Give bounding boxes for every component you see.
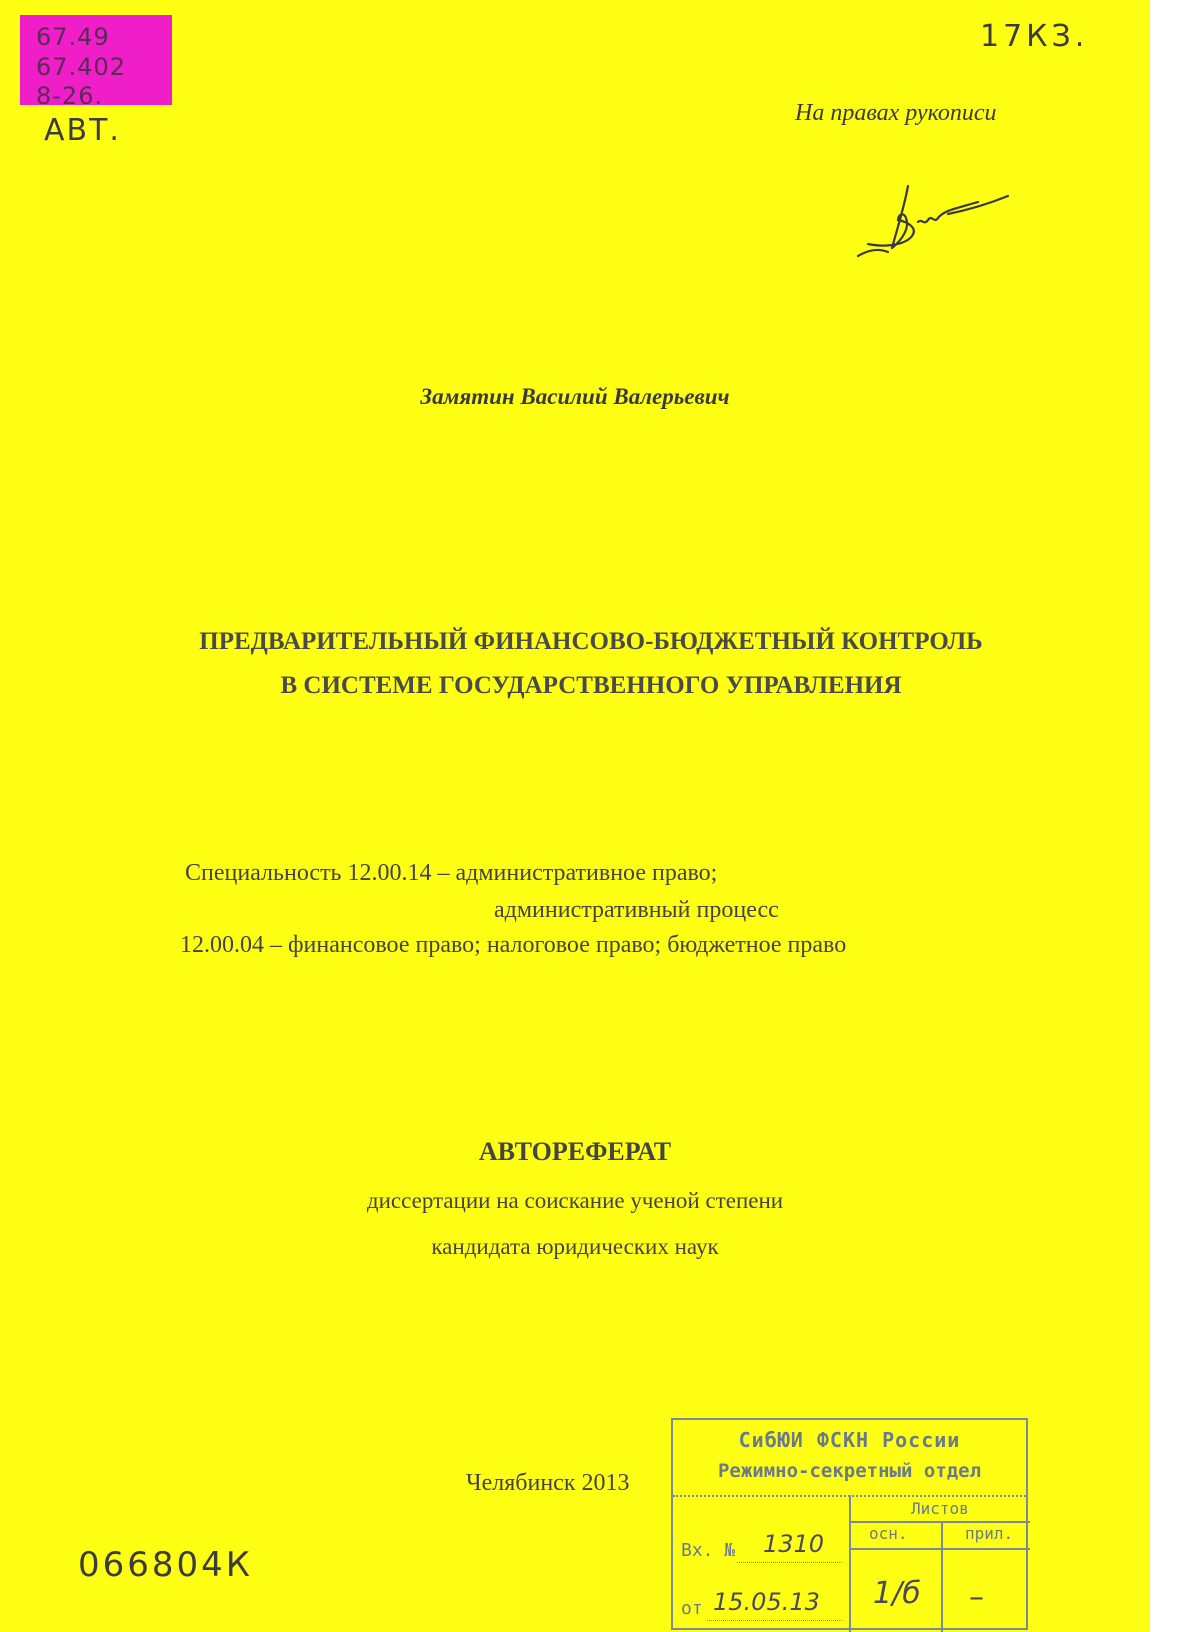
stamp-main-label: осн.	[869, 1524, 908, 1543]
sticker-line-2: 67.402	[36, 53, 126, 81]
stamp-sheets-appendix-value: –	[969, 1580, 984, 1615]
stamp-divider	[707, 1620, 842, 1621]
stamp-incoming-label: Вх. №	[681, 1540, 736, 1561]
dissertation-title-line-1: ПРЕДВАРИТЕЛЬНЫЙ ФИНАНСОВО-БЮДЖЕТНЫЙ КОНТРОЛЬ	[199, 628, 983, 655]
specialty-line-3: 12.00.04 – финансовое право; налоговое право; бюджетное право	[180, 932, 847, 958]
stamp-divider	[849, 1521, 1030, 1523]
signature-icon	[848, 178, 1018, 264]
manuscript-rights-note: На правах рукописи	[795, 100, 997, 126]
stamp-incoming-number: 1310	[763, 1530, 825, 1558]
sticker-line-3: 8-26.	[36, 82, 104, 110]
stamp-divider	[849, 1495, 851, 1632]
stamp-sheets-label: Листов	[911, 1499, 969, 1518]
stamp-organization: СибЮИ ФСКН России	[738, 1428, 961, 1452]
abstract-heading: АВТОРЕФЕРАТ	[478, 1137, 672, 1166]
scan-edge	[1150, 0, 1184, 1632]
stamp-divider	[849, 1548, 1030, 1550]
stamp-divider	[941, 1521, 943, 1632]
specialty-line-2: административный процесс	[494, 897, 779, 923]
degree-line-2: кандидата юридических наук	[431, 1234, 719, 1259]
author-name: Замятин Василий Валерьевич	[420, 384, 730, 409]
stamp-from-label: от	[681, 1598, 703, 1619]
city-year: Челябинск 2013	[466, 1470, 630, 1496]
specialty-line-1: Специальность 12.00.14 – административное право;	[185, 860, 718, 886]
sticker-line-1: 67.49	[36, 23, 110, 51]
stamp-sheets-main-value: 1/б	[873, 1576, 921, 1611]
stamp-appendix-label: прил.	[965, 1524, 1014, 1543]
degree-line-1: диссертации на соискание ученой степени	[366, 1188, 784, 1213]
stamp-department: Режимно-секретный отдел	[717, 1460, 982, 1482]
registration-stamp	[671, 1418, 1028, 1630]
handwritten-corner-note: 17КЗ.	[980, 19, 1089, 54]
handwritten-inventory-number: 066804К	[78, 1545, 253, 1585]
dissertation-title-line-2: В СИСТЕМЕ ГОСУДАРСТВЕННОГО УПРАВЛЕНИЯ	[280, 672, 902, 699]
stamp-divider	[737, 1562, 842, 1563]
handwritten-label: АВТ.	[44, 113, 121, 148]
stamp-date: 15.05.13	[713, 1588, 820, 1616]
